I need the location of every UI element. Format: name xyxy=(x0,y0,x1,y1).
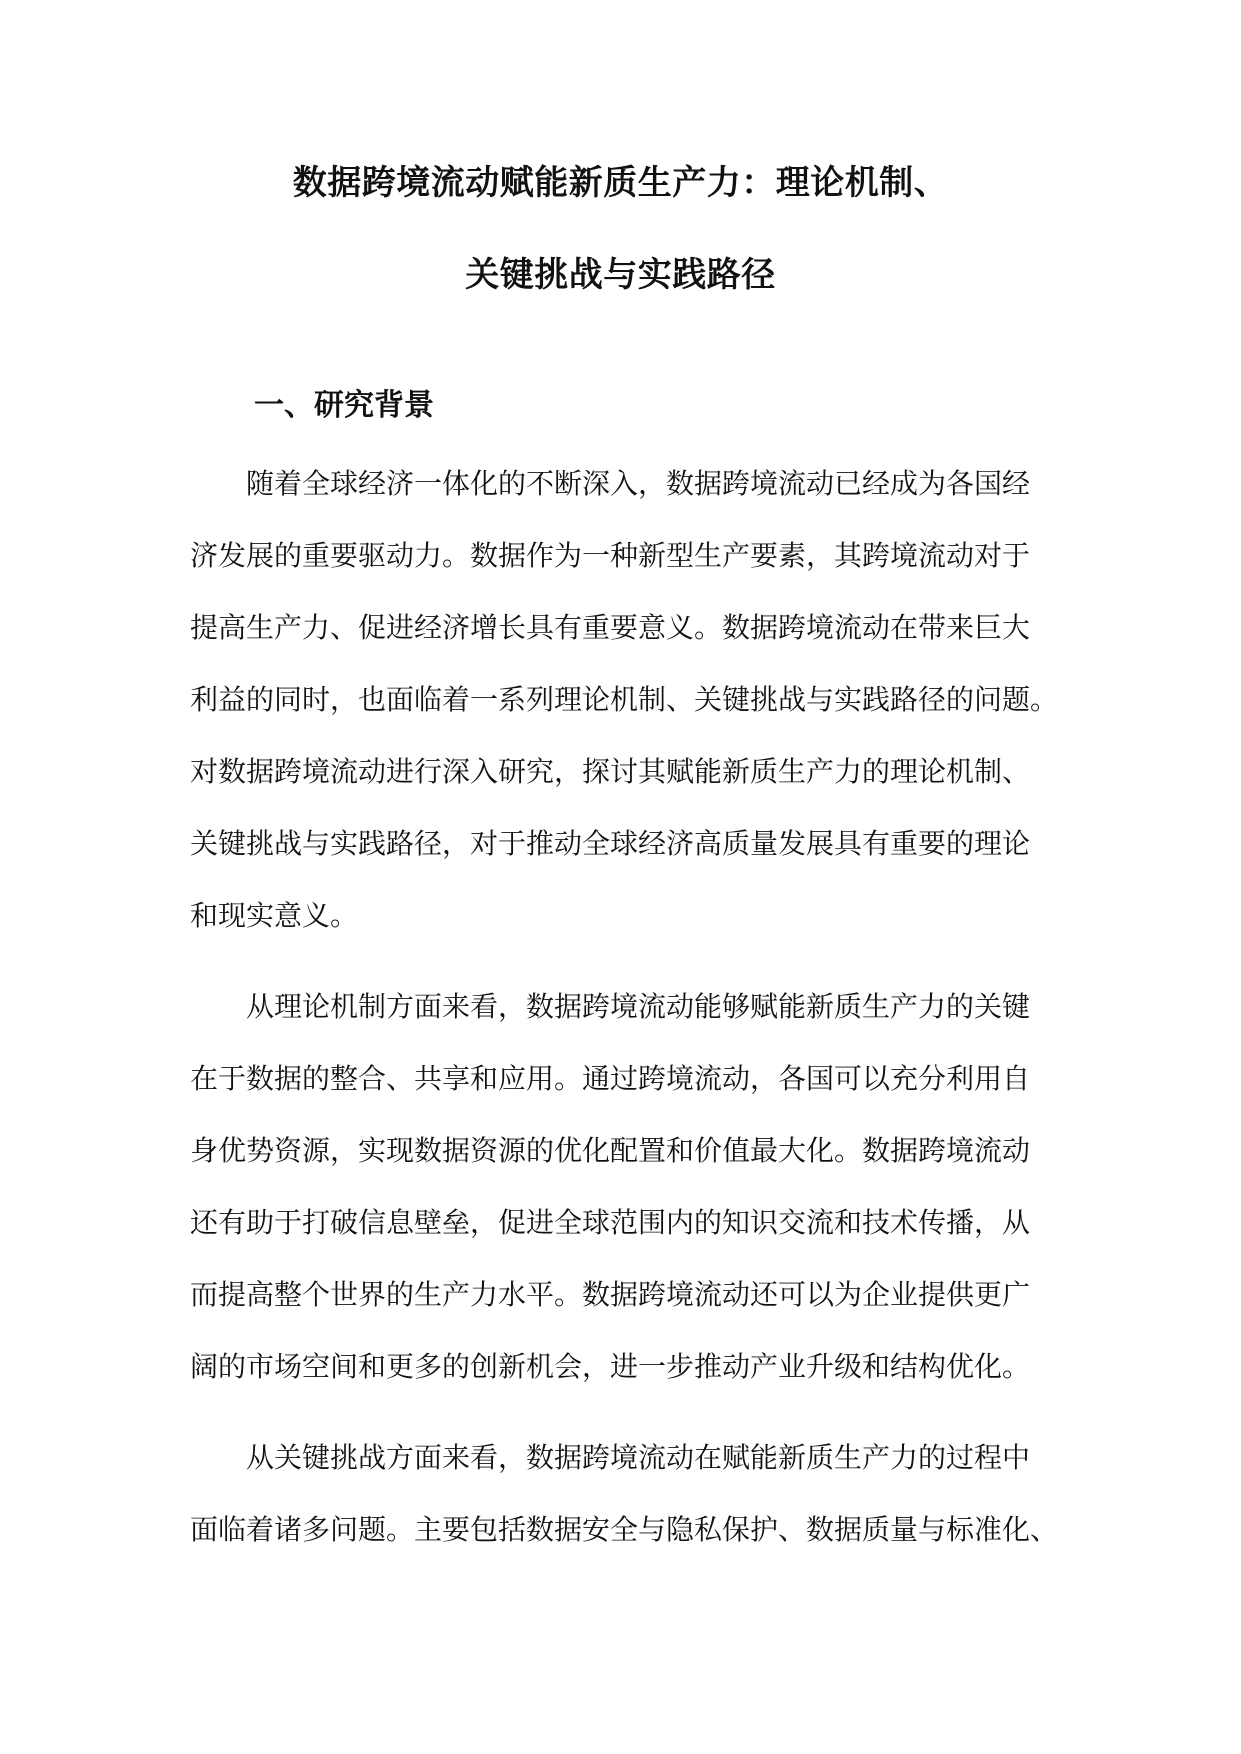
document-title-line-2: 关键挑战与实践路径 xyxy=(465,255,776,295)
paragraph-line: 还有助于打破信息壁垒，促进全球范围内的知识交流和技术传播，从 xyxy=(190,1206,1031,1239)
paragraph-line: 利益的同时，也面临着一系列理论机制、关键挑战与实践路径的问题。 xyxy=(190,683,1059,716)
paragraph-line: 在于数据的整合、共享和应用。通过跨境流动，各国可以充分利用自 xyxy=(190,1062,1031,1095)
paragraph-line: 济发展的重要驱动力。数据作为一种新型生产要素，其跨境流动对于 xyxy=(190,539,1031,572)
paragraph-line: 和现实意义。 xyxy=(190,899,359,932)
paragraph-line: 而提高整个世界的生产力水平。数据跨境流动还可以为企业提供更广 xyxy=(190,1278,1031,1311)
paragraph-line: 面临着诸多问题。主要包括数据安全与隐私保护、数据质量与标准化、 xyxy=(190,1513,1059,1546)
paragraph-line: 提高生产力、促进经济增长具有重要意义。数据跨境流动在带来巨大 xyxy=(190,611,1031,644)
paragraph-line: 从关键挑战方面来看，数据跨境流动在赋能新质生产力的过程中 xyxy=(246,1441,1031,1474)
section-heading: 一、研究背景 xyxy=(254,388,434,423)
document-title-line-1: 数据跨境流动赋能新质生产力：理论机制、 xyxy=(292,163,949,203)
paragraph-line: 从理论机制方面来看，数据跨境流动能够赋能新质生产力的关键 xyxy=(246,990,1031,1023)
paragraph-line: 对数据跨境流动进行深入研究，探讨其赋能新质生产力的理论机制、 xyxy=(190,755,1031,788)
paragraph-line: 身优势资源，实现数据资源的优化配置和价值最大化。数据跨境流动 xyxy=(190,1134,1031,1167)
paragraph-line: 关键挑战与实践路径，对于推动全球经济高质量发展具有重要的理论 xyxy=(190,827,1031,860)
paragraph-line: 随着全球经济一体化的不断深入，数据跨境流动已经成为各国经 xyxy=(246,467,1031,500)
paragraph-line: 阔的市场空间和更多的创新机会，进一步推动产业升级和结构优化。 xyxy=(190,1350,1031,1383)
